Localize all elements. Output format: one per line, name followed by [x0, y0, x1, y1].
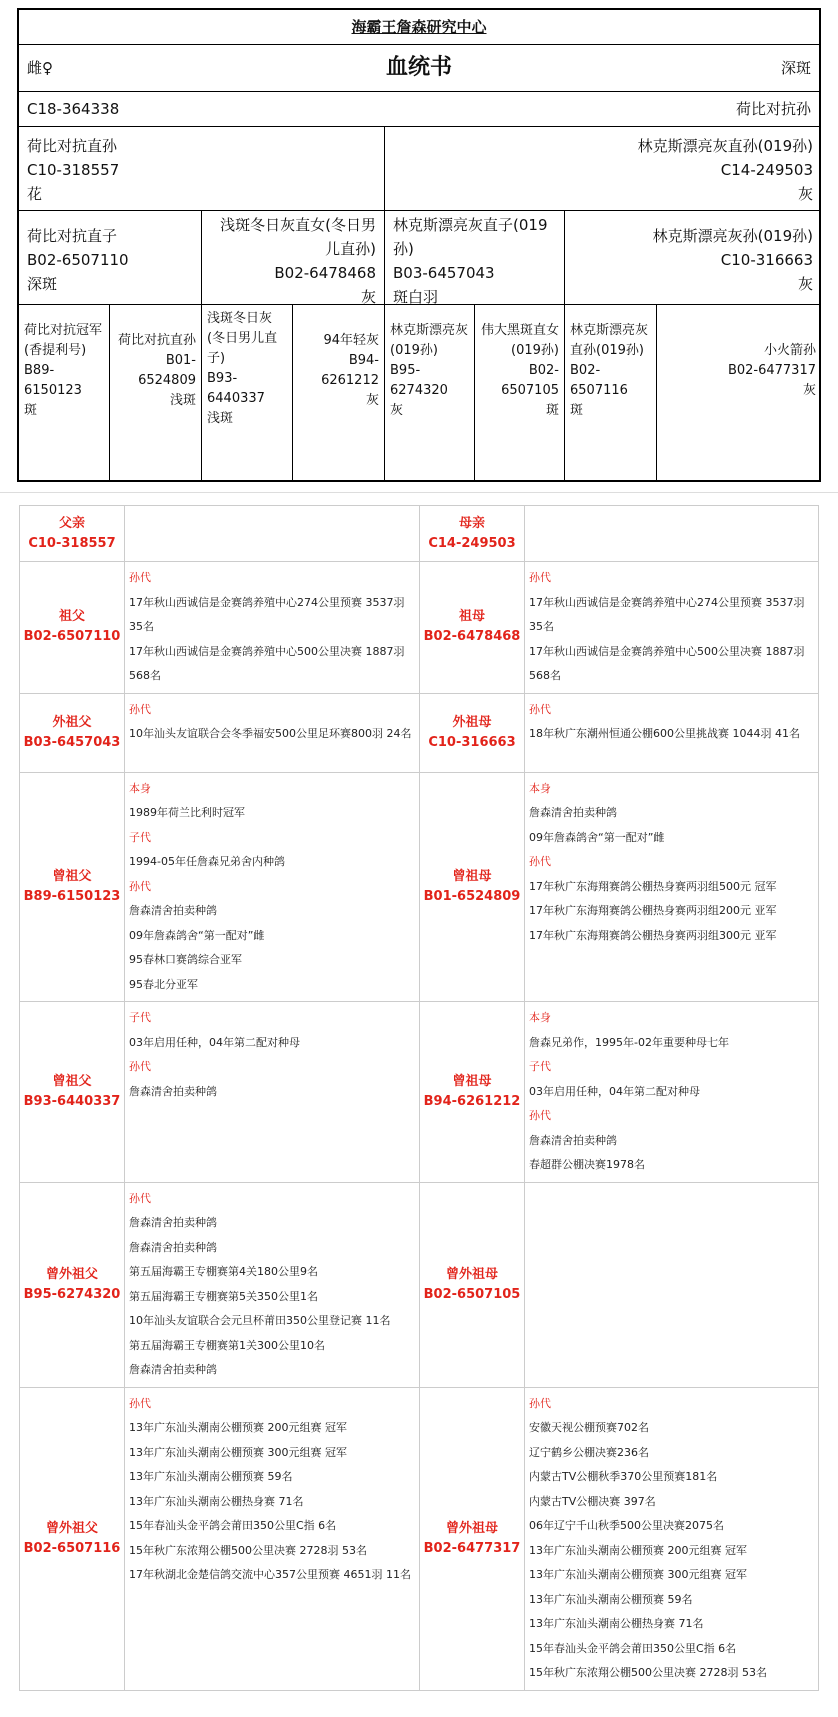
ancestor-achievements-cell [125, 693, 420, 772]
great-grandparent-cell [385, 305, 475, 482]
great-grandparent-name: 伟大黑斑直女(019孙) [480, 323, 559, 358]
sex-label: 雌♀ [27, 59, 53, 77]
achievement-line: 詹森清舍拍卖种鸽 [129, 1084, 217, 1098]
ancestor-achievements-cell [525, 693, 819, 772]
strain: 荷比对抗孙 [735, 100, 811, 118]
ancestor-achievements-cell [525, 562, 819, 694]
achievement-line: 13年广东汕头潮南公棚预赛 200元组赛 冠军 [529, 1543, 747, 1557]
achievement-line: 06年辽宁千山秋季500公里决赛2075名 [529, 1519, 724, 1532]
ancestor-label: 曾祖父 [52, 868, 92, 884]
great-grandparent-name: 荷比对抗直孙 [117, 333, 196, 348]
ancestor-ring: B03-6457043 [23, 734, 121, 750]
grandparent-ring: B03-6457043 [393, 264, 495, 282]
great-grandparent-name: 浅斑冬日灰(冬日男儿直子) [207, 311, 278, 366]
section-heading: 孙代 [529, 571, 551, 584]
great-grandparent-cell [475, 305, 565, 482]
father-label: 父亲 [58, 515, 85, 531]
father-ring: C10-318557 [27, 161, 120, 179]
great-grandparent-color: 斑 [570, 403, 584, 418]
great-grandparent-cell [565, 305, 657, 482]
achievement-line: 内蒙古TV公棚秋季370公里预赛181名 [529, 1470, 718, 1483]
ancestor-achievements-cell [525, 1002, 819, 1183]
achievement-line: 17年秋山西诚信是金赛鸽养殖中心500公里决赛 1887羽 568名 [529, 644, 805, 682]
mother-label-cell [420, 506, 525, 562]
achievement-line: 15年春汕头金平鸽会莆田350公里C指 6名 [529, 1641, 737, 1655]
ancestor-label: 曾祖父 [52, 1073, 92, 1089]
ancestor-ring: B02-6507105 [423, 1286, 521, 1302]
section-heading: 本身 [529, 1011, 551, 1024]
achievement-line: 13年广东汕头潮南公棚预赛 59名 [529, 1592, 693, 1606]
ancestor-label-cell [20, 693, 125, 772]
great-grandparent-cell [657, 305, 821, 482]
ancestor-label-cell [20, 562, 125, 694]
ancestor-label-cell [20, 1182, 125, 1387]
great-grandparent-name: 林克斯漂亮灰(019孙) [390, 323, 469, 358]
mother-cell [385, 127, 821, 210]
achievement-line: 詹森兄弟作，1995年-02年重要种母七年 [529, 1035, 729, 1049]
ancestor-label-cell [420, 562, 525, 694]
pedigree-certificate [17, 8, 821, 482]
parents-row [19, 127, 819, 211]
achievement-line: 15年春汕头金平鸽会莆田350公里C指 6名 [129, 1519, 337, 1532]
achievement-line: 詹森清舍拍卖种鸽 [129, 1363, 217, 1376]
parents-records-row [20, 506, 819, 562]
mother-color: 灰 [797, 185, 813, 203]
achievement-line: 辽宁鹤乡公棚决赛236名 [529, 1445, 649, 1459]
ancestor-ring: B02-6478468 [423, 629, 521, 645]
father-cell [19, 127, 385, 210]
achievement-line: 03年启用任种，04年第二配对种母 [129, 1035, 300, 1049]
section-heading: 子代 [529, 1060, 551, 1073]
section-heading: 孙代 [129, 1060, 151, 1073]
ancestor-achievements-cell [125, 562, 420, 694]
achievement-line: 17年秋广东海翔赛鸽公棚热身赛两羽组300元 亚军 [529, 928, 777, 942]
section-heading: 孙代 [529, 702, 551, 716]
grandparent-cell [202, 211, 385, 304]
ancestor-label: 曾外祖父 [45, 1266, 98, 1282]
section-heading: 孙代 [129, 1396, 151, 1410]
great-grandparent-color: 浅斑 [169, 393, 196, 408]
great-grandparent-color: 灰 [390, 403, 404, 418]
grandparent-ring: B02-6478468 [274, 264, 376, 282]
grandparent-cell [19, 211, 202, 304]
section-heading: 子代 [129, 1011, 151, 1024]
ancestor-ring: B01-6524809 [423, 888, 521, 904]
ancestor-ring: B02-6507116 [23, 1540, 121, 1556]
ancestor-achievements-cell [125, 1182, 420, 1387]
achievement-line: 09年詹森鸽舍“第一配对”雌 [529, 830, 665, 844]
pedigree-records-table [19, 505, 819, 1691]
ancestor-label-cell [420, 1002, 525, 1183]
great-grandparent-ring: B02-6507116 [570, 363, 628, 398]
great-grandparent-name: 小火箭孙 [763, 343, 816, 358]
section-heading: 孙代 [129, 571, 151, 584]
ancestor-achievements-cell [125, 772, 420, 1002]
ancestor-label: 曾祖母 [452, 868, 492, 884]
great-grandparent-ring: B01-6524809 [138, 353, 196, 388]
achievement-line: 詹森清舍拍卖种鸽 [129, 904, 217, 917]
father-color: 花 [27, 185, 43, 203]
ancestor-label-cell [420, 1182, 525, 1387]
grandparent-cell [385, 211, 565, 304]
section-divider [0, 492, 838, 493]
grandparent-ring: C10-316663 [720, 251, 813, 269]
mother-name: 林克斯漂亮灰直孙(019孙) [637, 137, 813, 155]
section-heading: 孙代 [129, 879, 151, 893]
achievement-line: 09年詹森鸽舍“第一配对”雌 [129, 928, 265, 942]
achievement-line: 13年广东汕头潮南公棚预赛 300元组赛 冠军 [129, 1445, 347, 1459]
achievement-line: 詹森清舍拍卖种鸽 [129, 1216, 217, 1229]
achievement-line: 13年广东汕头潮南公棚预赛 200元组赛 冠军 [129, 1421, 347, 1434]
section-heading: 本身 [529, 781, 551, 795]
ancestor-achievements-cell [125, 1387, 420, 1690]
record-row [20, 772, 819, 1002]
section-heading: 孙代 [529, 855, 551, 868]
record-row [20, 693, 819, 772]
achievement-line: 春超群公棚决赛1978名 [529, 1158, 645, 1171]
grandparents-row [19, 211, 819, 305]
achievement-line: 10年汕头友谊联合会元旦杯莆田350公里登记赛 11名 [129, 1314, 391, 1327]
great-grandparent-color: 灰 [802, 383, 816, 398]
great-grandparent-color: 灰 [365, 393, 379, 408]
ancestor-ring: B93-6440337 [23, 1093, 121, 1109]
great-grandparent-cell [202, 305, 293, 482]
grandparent-name: 荷比对抗直子 [27, 227, 118, 245]
bird-color: 深斑 [780, 59, 811, 77]
great-grandparent-name: 94年轻灰 [323, 333, 379, 348]
mother-ring: C14-249503 [720, 161, 813, 179]
achievement-line: 1994-05年任詹森兄弟舍内种鸽 [129, 855, 285, 868]
achievement-line: 第五届海霸王专棚赛第5关350公里1名 [129, 1289, 318, 1303]
ancestor-achievements-cell [125, 1002, 420, 1183]
ancestor-label: 曾外祖父 [45, 1520, 98, 1536]
section-heading: 孙代 [529, 1109, 551, 1122]
achievement-line: 13年广东汕头潮南公棚预赛 59名 [129, 1470, 293, 1483]
ancestor-label-cell [20, 772, 125, 1002]
great-grandparent-cell [110, 305, 202, 482]
father-record-ring: C10-318557 [28, 535, 116, 551]
center-name-row [19, 10, 819, 45]
ancestor-ring: C10-316663 [428, 734, 516, 750]
achievement-line: 13年广东汕头潮南公棚热身赛 71名 [529, 1617, 704, 1630]
achievement-line: 10年汕头友谊联合会冬季福安500公里足环赛800羽 24名 [129, 727, 412, 740]
great-grandparents-row [19, 305, 819, 482]
ancestor-label-cell [420, 772, 525, 1002]
ancestor-achievements-cell [525, 1182, 819, 1387]
section-heading: 孙代 [529, 1396, 551, 1410]
record-row [20, 1002, 819, 1183]
great-grandparent-ring: B93-6440337 [207, 371, 265, 406]
achievement-line: 15年秋广东浓翔公棚500公里决赛 2728羽 53名 [129, 1543, 367, 1557]
achievement-line: 第五届海霸王专棚赛第4关180公里9名 [129, 1265, 318, 1278]
center-name: 海霸王詹森研究中心 [351, 18, 487, 36]
mother-record-ring: C14-249503 [428, 535, 516, 551]
record-row [20, 1182, 819, 1387]
achievement-line: 17年秋山西诚信是金赛鸽养殖中心500公里决赛 1887羽 568名 [129, 644, 405, 682]
achievement-line: 詹森清舍拍卖种鸽 [529, 1133, 617, 1147]
achievement-line: 1989年荷兰比利时冠军 [129, 806, 245, 819]
great-grandparent-color: 浅斑 [207, 411, 234, 426]
achievement-line: 15年秋广东浓翔公棚500公里决赛 2728羽 53名 [529, 1666, 767, 1679]
section-heading: 本身 [129, 781, 151, 795]
achievement-line: 詹森清舍拍卖种鸽 [529, 806, 617, 819]
record-row [20, 1387, 819, 1690]
mother-label: 母亲 [458, 515, 485, 531]
ancestor-label-cell [420, 693, 525, 772]
section-heading: 子代 [129, 830, 151, 844]
achievement-line: 17年秋湖北金楚信鸽交流中心357公里预赛 4651羽 11名 [129, 1568, 411, 1581]
ancestor-label: 外祖父 [52, 714, 92, 730]
ancestor-label: 祖父 [58, 609, 85, 625]
ancestor-ring: B02-6477317 [423, 1540, 521, 1556]
ancestor-ring: B89-6150123 [23, 888, 121, 904]
grandparent-name: 浅斑冬日灰直女(冬日男儿直孙) [220, 216, 376, 258]
ancestor-label: 祖母 [458, 609, 485, 625]
father-label-cell [20, 506, 125, 562]
ancestor-achievements-cell [525, 772, 819, 1002]
great-grandparent-ring: B94-6261212 [321, 353, 379, 388]
achievement-line: 03年启用任种，04年第二配对种母 [529, 1084, 700, 1098]
ancestor-label-cell [420, 1387, 525, 1690]
ancestor-ring: B94-6261212 [423, 1093, 521, 1109]
grandparent-color: 斑白羽 [393, 288, 439, 304]
achievement-line: 13年广东汕头潮南公棚热身赛 71名 [129, 1494, 304, 1508]
great-grandparent-color: 斑 [545, 403, 559, 418]
ring-row [19, 92, 819, 127]
grandparent-name: 林克斯漂亮灰孙(019孙) [652, 227, 813, 245]
achievement-line: 詹森清舍拍卖种鸽 [129, 1240, 217, 1254]
ancestor-label: 曾祖母 [452, 1073, 492, 1089]
great-grandparent-name: 林克斯漂亮灰直孙(019孙) [570, 323, 649, 358]
ancestor-achievements-cell [525, 1387, 819, 1690]
achievement-line: 17年秋山西诚信是金赛鸽养殖中心274公里预赛 3537羽 35名 [529, 595, 805, 633]
great-grandparent-ring: B02-6507105 [501, 363, 559, 398]
grandparent-color: 深斑 [27, 275, 58, 293]
section-heading: 孙代 [129, 702, 151, 716]
ancestor-label: 外祖母 [452, 714, 492, 730]
achievement-line: 17年秋广东海翔赛鸽公棚热身赛两羽组200元 亚军 [529, 904, 777, 917]
ring-number: C18-364338 [27, 100, 120, 118]
father-detail-cell [125, 506, 420, 562]
mother-detail-cell [525, 506, 819, 562]
ancestor-ring: B02-6507110 [23, 629, 121, 645]
achievement-line: 18年秋广东潮州恒通公棚600公里挑战赛 1044羽 41名 [529, 727, 800, 740]
grandparent-name: 林克斯漂亮灰直子(019孙) [393, 216, 548, 258]
great-grandparent-ring: B89-6150123 [24, 363, 82, 398]
great-grandparent-ring: B95-6274320 [390, 363, 448, 398]
great-grandparent-color: 斑 [24, 403, 38, 418]
achievement-line: 17年秋山西诚信是金赛鸽养殖中心274公里预赛 3537羽 35名 [129, 595, 405, 633]
grandparent-color: 灰 [797, 275, 813, 293]
grandparent-cell [565, 211, 821, 304]
achievement-line: 13年广东汕头潮南公棚预赛 300元组赛 冠军 [529, 1568, 747, 1581]
achievement-line: 95春北分亚军 [129, 977, 198, 991]
achievement-line: 安徽天视公棚预赛702名 [529, 1421, 649, 1434]
section-heading: 孙代 [129, 1191, 151, 1205]
ancestor-label-cell [20, 1002, 125, 1183]
great-grandparent-cell [19, 305, 110, 482]
achievement-line: 17年秋广东海翔赛鸽公棚热身赛两羽组500元 冠军 [529, 879, 777, 893]
achievement-line: 内蒙古TV公棚决赛 397名 [529, 1494, 656, 1508]
father-name: 荷比对抗直孙 [27, 137, 118, 155]
grandparent-color: 灰 [360, 288, 376, 304]
ancestor-ring: B95-6274320 [23, 1286, 121, 1302]
great-grandparent-cell [293, 305, 385, 482]
achievement-line: 95春林口赛鸽综合亚军 [129, 953, 242, 966]
ancestor-label: 曾外祖母 [445, 1266, 498, 1282]
great-grandparent-ring: B02-6477317 [727, 363, 816, 378]
doc-title: 血统书 [385, 55, 452, 80]
record-row [20, 562, 819, 694]
ancestor-label-cell [20, 1387, 125, 1690]
ancestor-label: 曾外祖母 [445, 1520, 498, 1536]
title-row [19, 45, 819, 92]
grandparent-ring: B02-6507110 [27, 251, 129, 269]
achievement-line: 第五届海霸王专棚赛第1关300公里10名 [129, 1338, 325, 1352]
great-grandparent-name: 荷比对抗冠军(香提利号) [24, 323, 103, 358]
